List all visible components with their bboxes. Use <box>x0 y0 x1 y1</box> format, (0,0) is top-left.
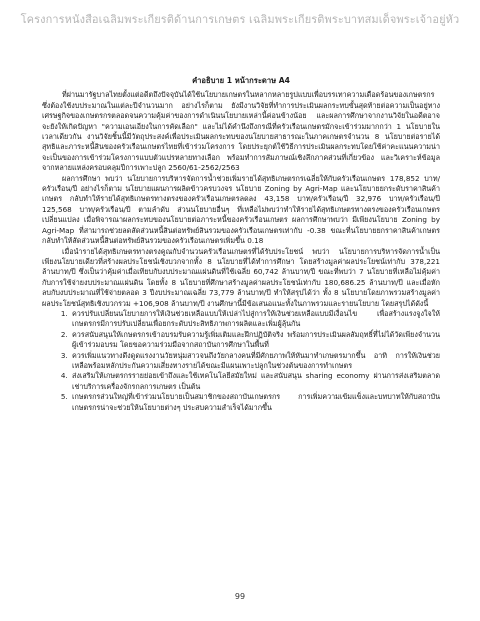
recommendation-item: 3. ควรเพิ่มแนวทางดึงดูดแรงงานวัยหนุ่มสาวจนถึงวัยกลางคนที่มีศักยภาพให้หันมาทำเกษตรมากขึ้น อาทิ การให้เงินช่วยเหลือพร้อมหลักประกันความเสี่ยงทางรายได้ขณะมีแผนเพาะปลูกในช่วงต้นของการทำเกษตร <box>70 351 440 372</box>
page-number: 99 <box>234 592 246 601</box>
paragraph: ที่ผ่านมารัฐบาลไทยตั้งแต่อดีตถึงปัจจุบันได้ใช้นโยบายเกษตรในหลากหลายรูปแบบเพื่อบรรเทาความเดือดร้อนของเกษตรกร ซึ่งต้องใช้งบประมาณในแต่ละปีจำนวนมาก อย่างไรก็ตาม ยังมีงานวิจัยที่ทำการประเมินผลกระทบขั้นสุดท้ายต่อความเป็นอยู่ทางเศรษฐกิจของเกษตรกรตลอดจนความคุ้มค่าของการดำเนินนโยบายเหล่านี้ค่อนข้างน้อย และผลการศึกษาจากงานวิจัยในอดีตอาจจะยังให้เกิดปัญหา "ความเอนเอียงในการคัดเลือก" และไม่ได้คำนึงถึงกรณีที่ครัวเรือนเกษตรมักจะเข้าร่วมมากกว่า 1 นโยบายในเวลาเดียวกัน งานวิจัยชิ้นนี้มีวัตถุประสงค์เพื่อประเมินผลกระทบของนโยบายสาธารณะในภาคเกษตรจำนวน 8 นโยบายต่อรายได้สุทธิและภาระหนี้สินของครัวเรือนเกษตรไทยที่เข้าร่วมโครงการ โดยประยุกต์ใช้วิธีการประเมินผลกระทบโดยใช้ค่าคะแนนความน่าจะเป็นของการเข้าร่วมโครงการแบบตัวแปรหลายทางเลือก พร้อมทำการสัมภาษณ์เชิงลึกภาคส่วนที่เกี่ยวข้อง และวิเคราะห์ข้อมูลจากหลายแหล่งครอบคลุมปีการเพาะปลูก 2560/61-2562/2563 <box>42 90 440 173</box>
page-header: โครงการหนังสือเฉลิมพระเกียรติด้านการเกษตร เฉลิมพระเกียรติพระบาทสมเด็จพระเจ้าอยู่หัว <box>20 13 460 26</box>
recommendation-item: 1. ควรปรับเปลี่ยนนโยบายการให้เงินช่วยเหลือแบบให้เปล่าไปสู่การให้เงินช่วยเหลือแบบมีเงื่อนไข เพื่อสร้างแรงจูงใจให้เกษตรกรมีการปรับเปลี่ยนเพื่อยกระดับประสิทธิภาพการผลิตและเพิ่มผู้ลุ้นกัน <box>70 309 440 330</box>
document-title: คำอธิบาย 1 หน้ากระดาษ A4 <box>192 76 290 85</box>
recommendation-list <box>42 309 440 413</box>
paragraph: ผลการศึกษา พบว่า นโยบายการบริหารจัดการน้ำช่วยเพิ่มรายได้สุทธิเกษตรกรเฉลี่ยให้กับครัวเรือนเกษตร 178,852 บาท/ครัวเรือน/ปี อย่างไรก็ตาม นโยบายแผนการผลิตข้าวครบวงจร นโยบาย Zoning by Agri-Map และนโยบายยกระดับราคาสินค้าเกษตร กลับทำให้รายได้สุทธิเกษตรทางตรงของครัวเรือนเกษตรลดลง 43,158 บาท/ครัวเรือน/ปี 32,976 บาท/ครัวเรือน/ปี 125,568 บาท/ครัวเรือน/ปี ตามลำดับ ส่วนนโยบายอื่นๆ ที่เหลือไม่พบว่าทำให้รายได้สุทธิเกษตรทางตรงของครัวเรือนเกษตรเปลี่ยนแปลง เมื่อพิจารณาผลกระทบของนโยบายต่อภาระหนี้ของครัวเรือนเกษตร ผลการศึกษาพบว่า มีเพียงนโยบาย Zoning by Agri-Map ที่สามารถช่วยลดสัดส่วนหนี้สินต่อทรัพย์สินรวมของครัวเรือนเกษตรเท่ากับ -0.38 ขณะที่นโยบายยกราคาสินค้าเกษตรกลับทำให้สัดส่วนหนี้สินต่อทรัพย์สินรวมของครัวเรือนเกษตรเพิ่มขึ้น 0.18 <box>42 173 440 246</box>
recommendation-item: 5. เกษตรกรส่วนใหญ่ที่เข้าร่วมนโยบายเป็นสมาชิกของสถาบันเกษตรกร การเพิ่มความเข้มแข็งและบทบาทให้กับสถาบันเกษตรกรน่าจะช่วยให้นโยบายต่างๆ ประสบความสำเร็จได้มากขึ้น <box>70 392 440 413</box>
document-body <box>42 76 440 413</box>
recommendation-item: 2. ควรสนับสนุนให้เกษตรกรเข้าอบรมรับความรู้เพิ่มเติมและฝึกปฏิบัติจริง พร้อมการประเมินผลสัมฤทธิ์ที่ไม่ได้วัดเพียงจำนวนผู้เข้าร่วมอบรม โดยขอความร่วมมือจากสถาบันการศึกษาในพื้นที่ <box>70 330 440 351</box>
paragraph: เมื่อนำรายได้สุทธิเกษตรทางตรงคูณกับจำนวนครัวเรือนเกษตรที่ได้รับประโยชน์ พบว่า นโยบายการบริหารจัดการน้ำเป็นเพียงนโยบายเดียวที่สร้างผลประโยชน์เชิงบวกจากทั้ง 8 นโยบายที่ได้ทำการศึกษา โดยสร้างมูลค่าผลประโยชน์เท่ากับ 378,221 ล้านบาท/ปี ซึ่งเป็นว่าคุ้มค่าเมื่อเทียบกับงบประมาณแผ่นดินที่ใช้เฉลี่ย 60,742 ล้านบาท/ปี ขณะที่พบว่า 7 นโยบายที่เหลือไม่คุ้มค่ากับการใช้จ่ายงบประมาณแผ่นดิน โดยทั้ง 8 นโยบายที่ศึกษาสร้างมูลค่าผลประโยชน์เท่ากับ 180,686.25 ล้านบาท/ปี และเมื่อหักลบกับงบประมาณที่ใช้จ่ายตลอด 3 ปีงบประมาณเฉลี่ย 73,779 ล้านบาท/ปี ทำให้สรุปได้ว่า ทั้ง 8 นโยบายโดยภาพรวมสร้างมูลค่าผลประโยชน์สุทธิเชิงบวกรวม +106,908 ล้านบาท/ปี งานศึกษานี้มีข้อเสนอแนะทั้งในภาพรวมและรายนโยบาย โดยสรุปได้ดังนี้ <box>42 246 440 308</box>
recommendation-item: 4. ส่งเสริมให้เกษตรกรรายย่อยเข้าถึงและใช้เทคโนโลยีสมัยใหม่ และสนับสนุน sharing economy ผ่านการส่งเสริมตลาดเช่าบริการเครื่องจักรกลการเกษตร เป็นต้น <box>70 371 440 392</box>
